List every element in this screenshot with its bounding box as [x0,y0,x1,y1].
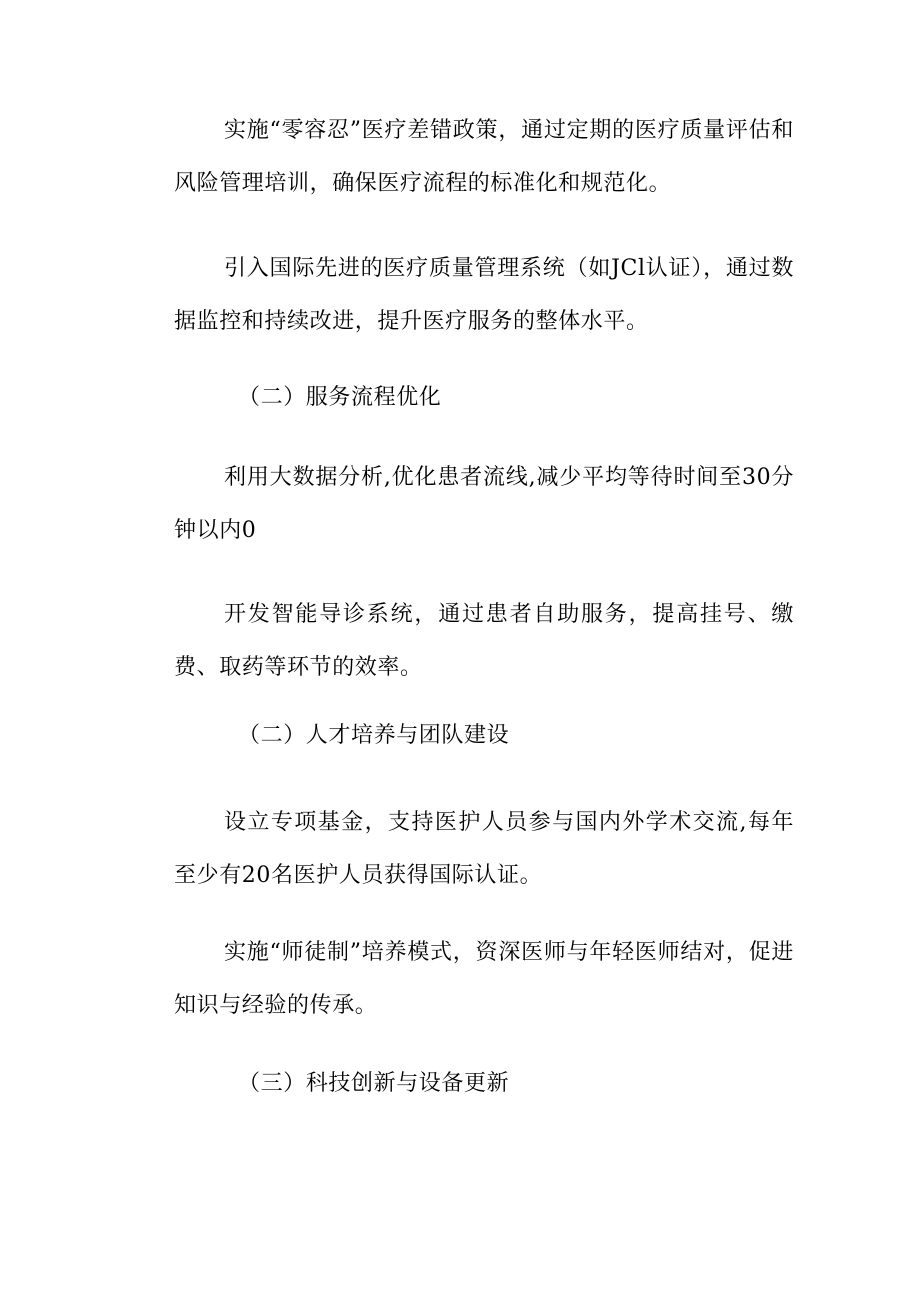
section-heading-service-process: （二）服务流程优化 [238,385,442,410]
paragraph-big-data-analysis: 利用大数据分析,优化患者流线,减少平均等待时间至30分钟以内0 [174,465,794,543]
paragraph-smart-guidance-system: 开发智能导诊系统，通过患者自助服务，提高挂号、缴费、取药等环节的效率。 [174,602,794,680]
paragraph-quality-management-system: 引入国际先进的医疗质量管理系统（如JCl认证），通过数据监控和持续改进，提升医疗服务的整体水平。 [174,256,794,334]
paragraph-mentorship-model: 实施“师徒制”培养模式，资深医师与年轻医师结对，促进知识与经验的传承。 [174,940,794,1018]
paragraph-zero-tolerance-policy: 实施“零容忍”医疗差错政策，通过定期的医疗质量评估和风险管理培训，确保医疗流程的标准化和规范化。 [174,118,794,196]
section-heading-talent-training: （二）人才培养与团队建设 [238,723,510,748]
paragraph-special-fund: 设立专项基金，支持医护人员参与国内外学术交流,每年至少有20名医护人员获得国际认证。 [174,810,794,888]
section-heading-tech-innovation: （三）科技创新与设备更新 [238,1071,510,1096]
